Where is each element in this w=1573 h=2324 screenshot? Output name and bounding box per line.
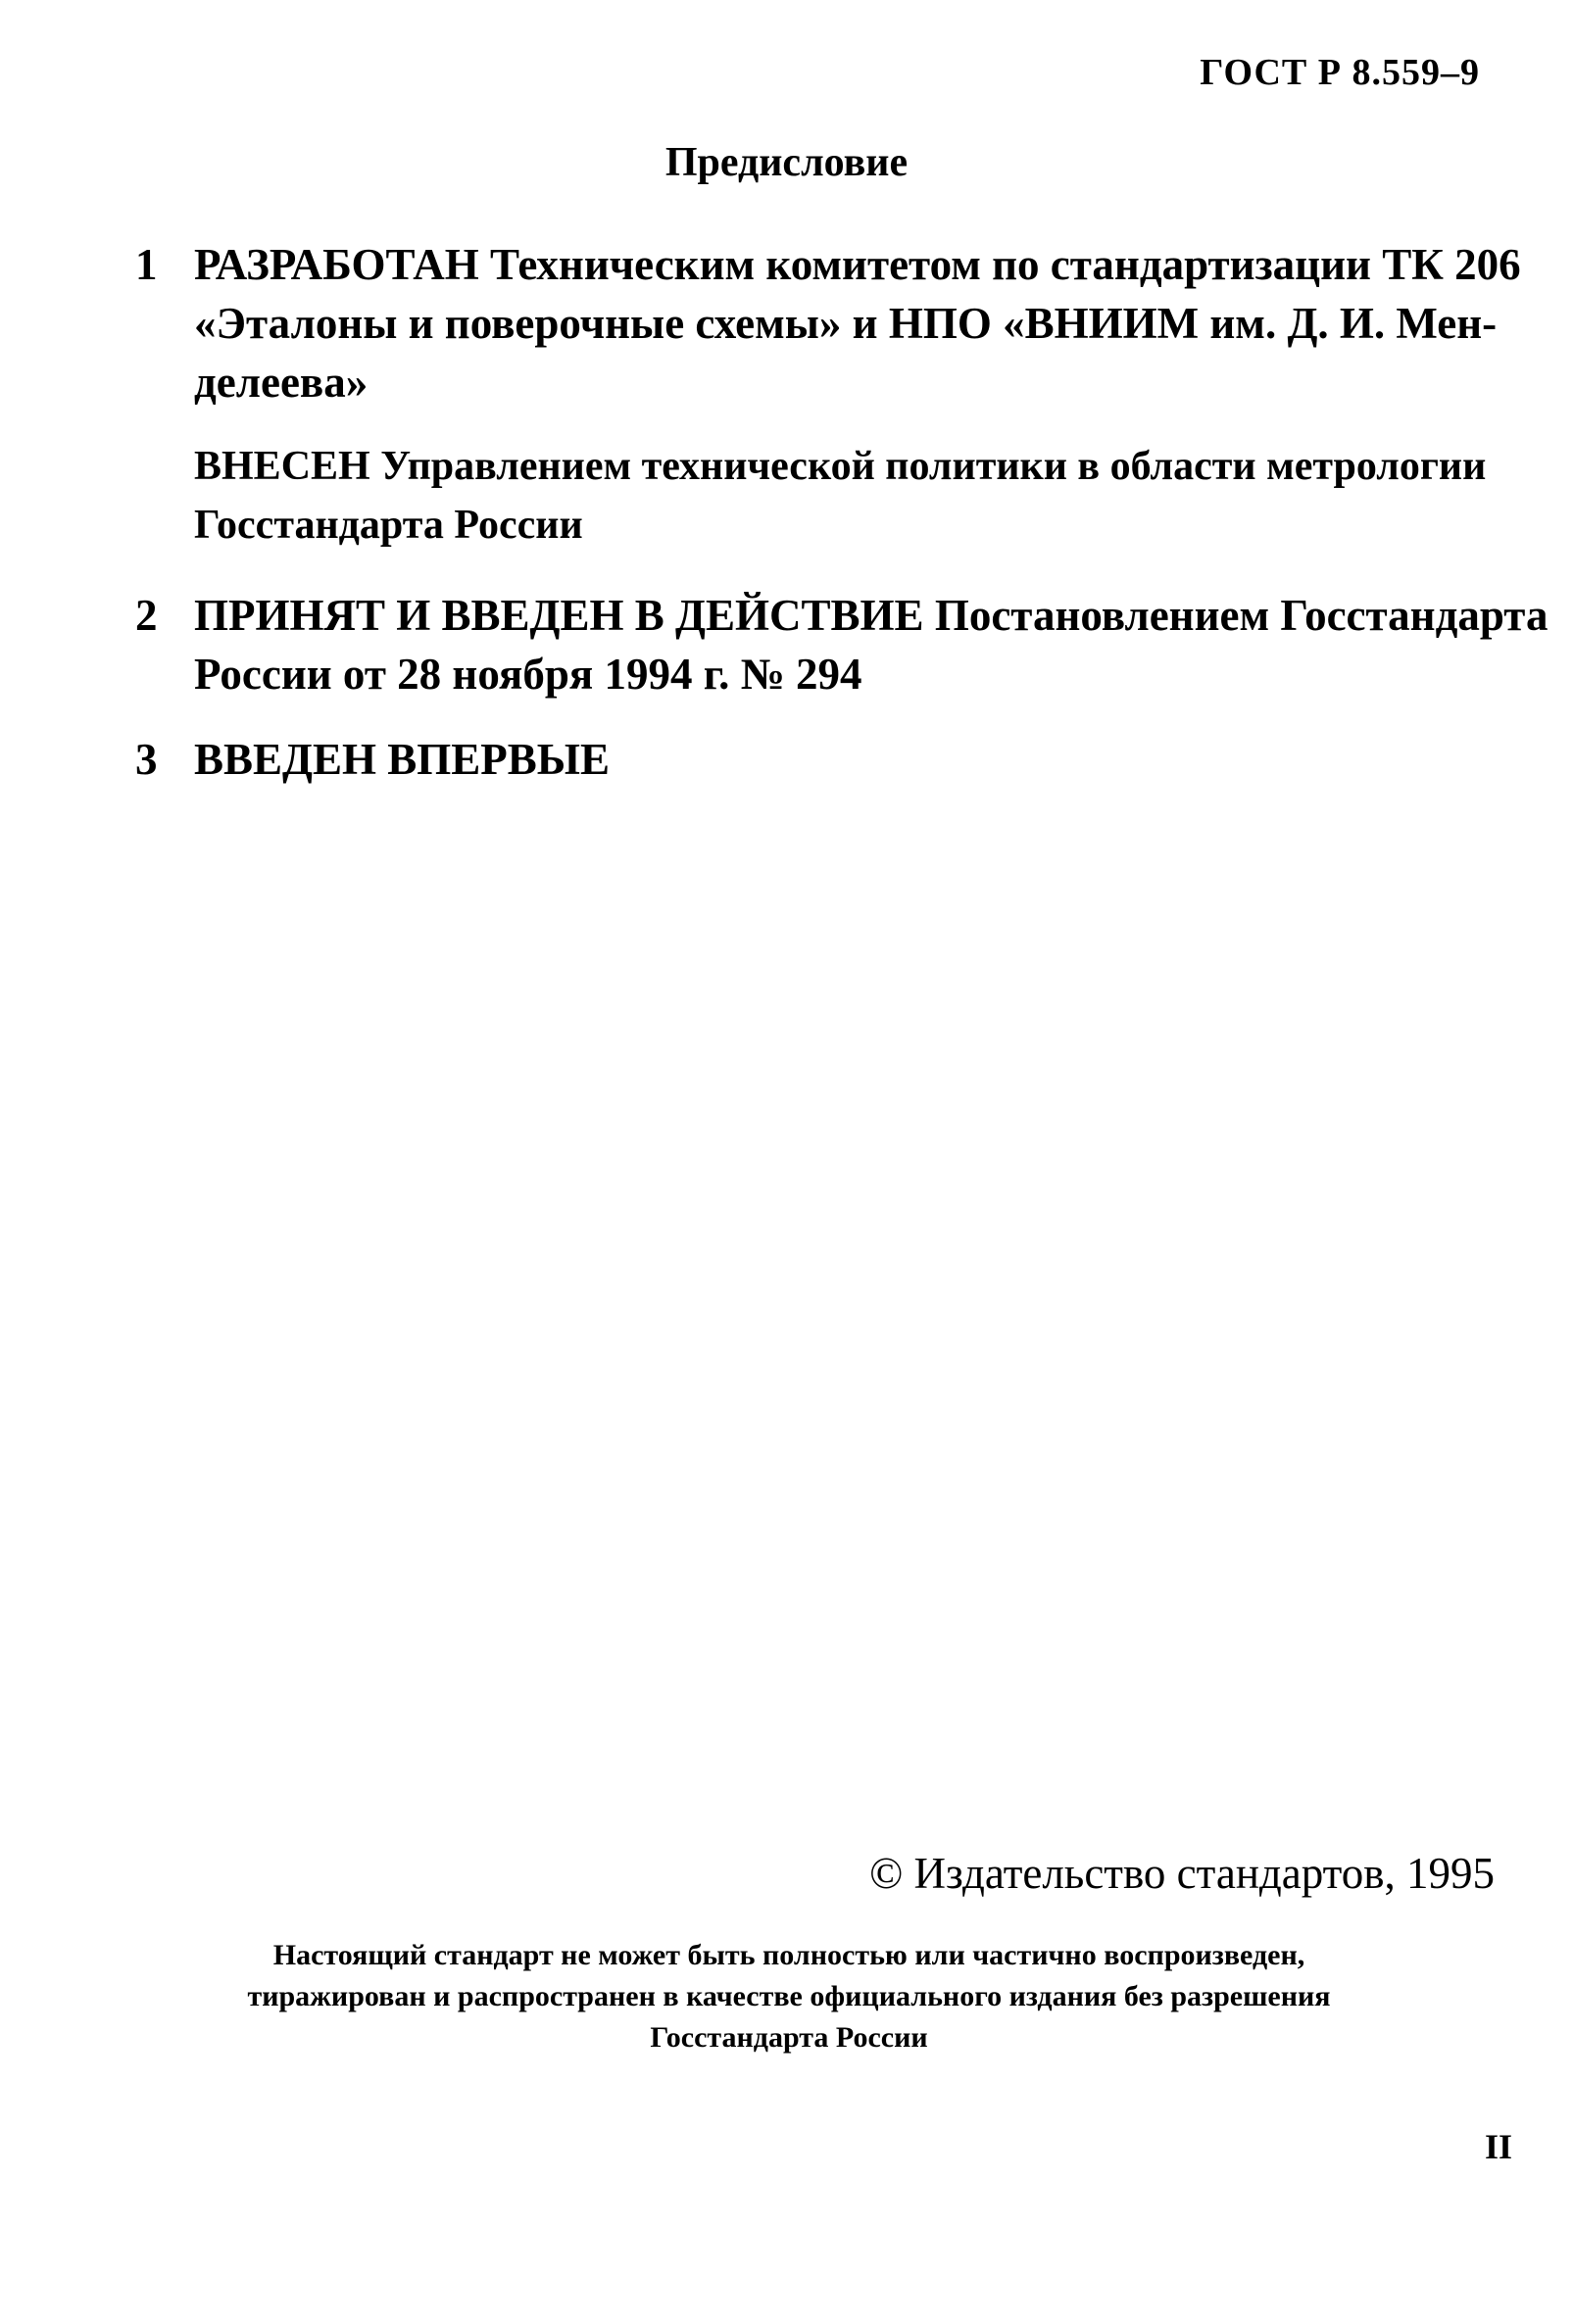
- item-line: ВНЕСЕН Управлением технической политики в области метрологии: [194, 444, 1487, 489]
- item-text: [194, 235, 1521, 412]
- item-number: 3: [135, 735, 158, 784]
- preface-item-1: [135, 235, 1521, 407]
- item-line: делеева»: [194, 358, 369, 407]
- item-line: ПРИНЯТ И ВВЕДЕН В ДЕЙСТВИЕ Постановлением Госстандарта: [194, 591, 1548, 640]
- notice-line: Настоящий стандарт не может быть полностью или частично воспроизведен,: [272, 1939, 1305, 1971]
- preface-title: Предисловие: [664, 140, 909, 185]
- preface-item-2: [135, 586, 1548, 703]
- document-code: ГОСТ Р 8.559–9: [1200, 52, 1480, 93]
- item-number: 2: [135, 591, 158, 640]
- preface-item-1-submitted: [194, 437, 1498, 555]
- notice-line: тиражирован и распространен в качестве официального издания без разрешения: [247, 1980, 1331, 2012]
- item-number: 1: [135, 240, 158, 289]
- notice-line: Госстандарта России: [650, 2021, 928, 2054]
- page-number: II: [1484, 2127, 1512, 2166]
- item-line: ВВЕДЕН ВПЕРВЫЕ: [194, 735, 611, 784]
- reproduction-notice: [176, 1935, 1401, 2058]
- item-line: России от 28 ноября 1994 г. № 294: [194, 650, 862, 699]
- copyright-notice: © Издательство стандартов, 1995: [869, 1849, 1495, 1898]
- item-line: Госстандарта России: [194, 503, 583, 548]
- item-line: РАЗРАБОТАН Техническим комитетом по стандартизации ТК 206: [194, 240, 1521, 289]
- preface-item-3: [135, 730, 1498, 789]
- item-line: «Эталоны и поверочные схемы» и НПО «ВНИИМ им. Д. И. Мен-: [194, 299, 1498, 348]
